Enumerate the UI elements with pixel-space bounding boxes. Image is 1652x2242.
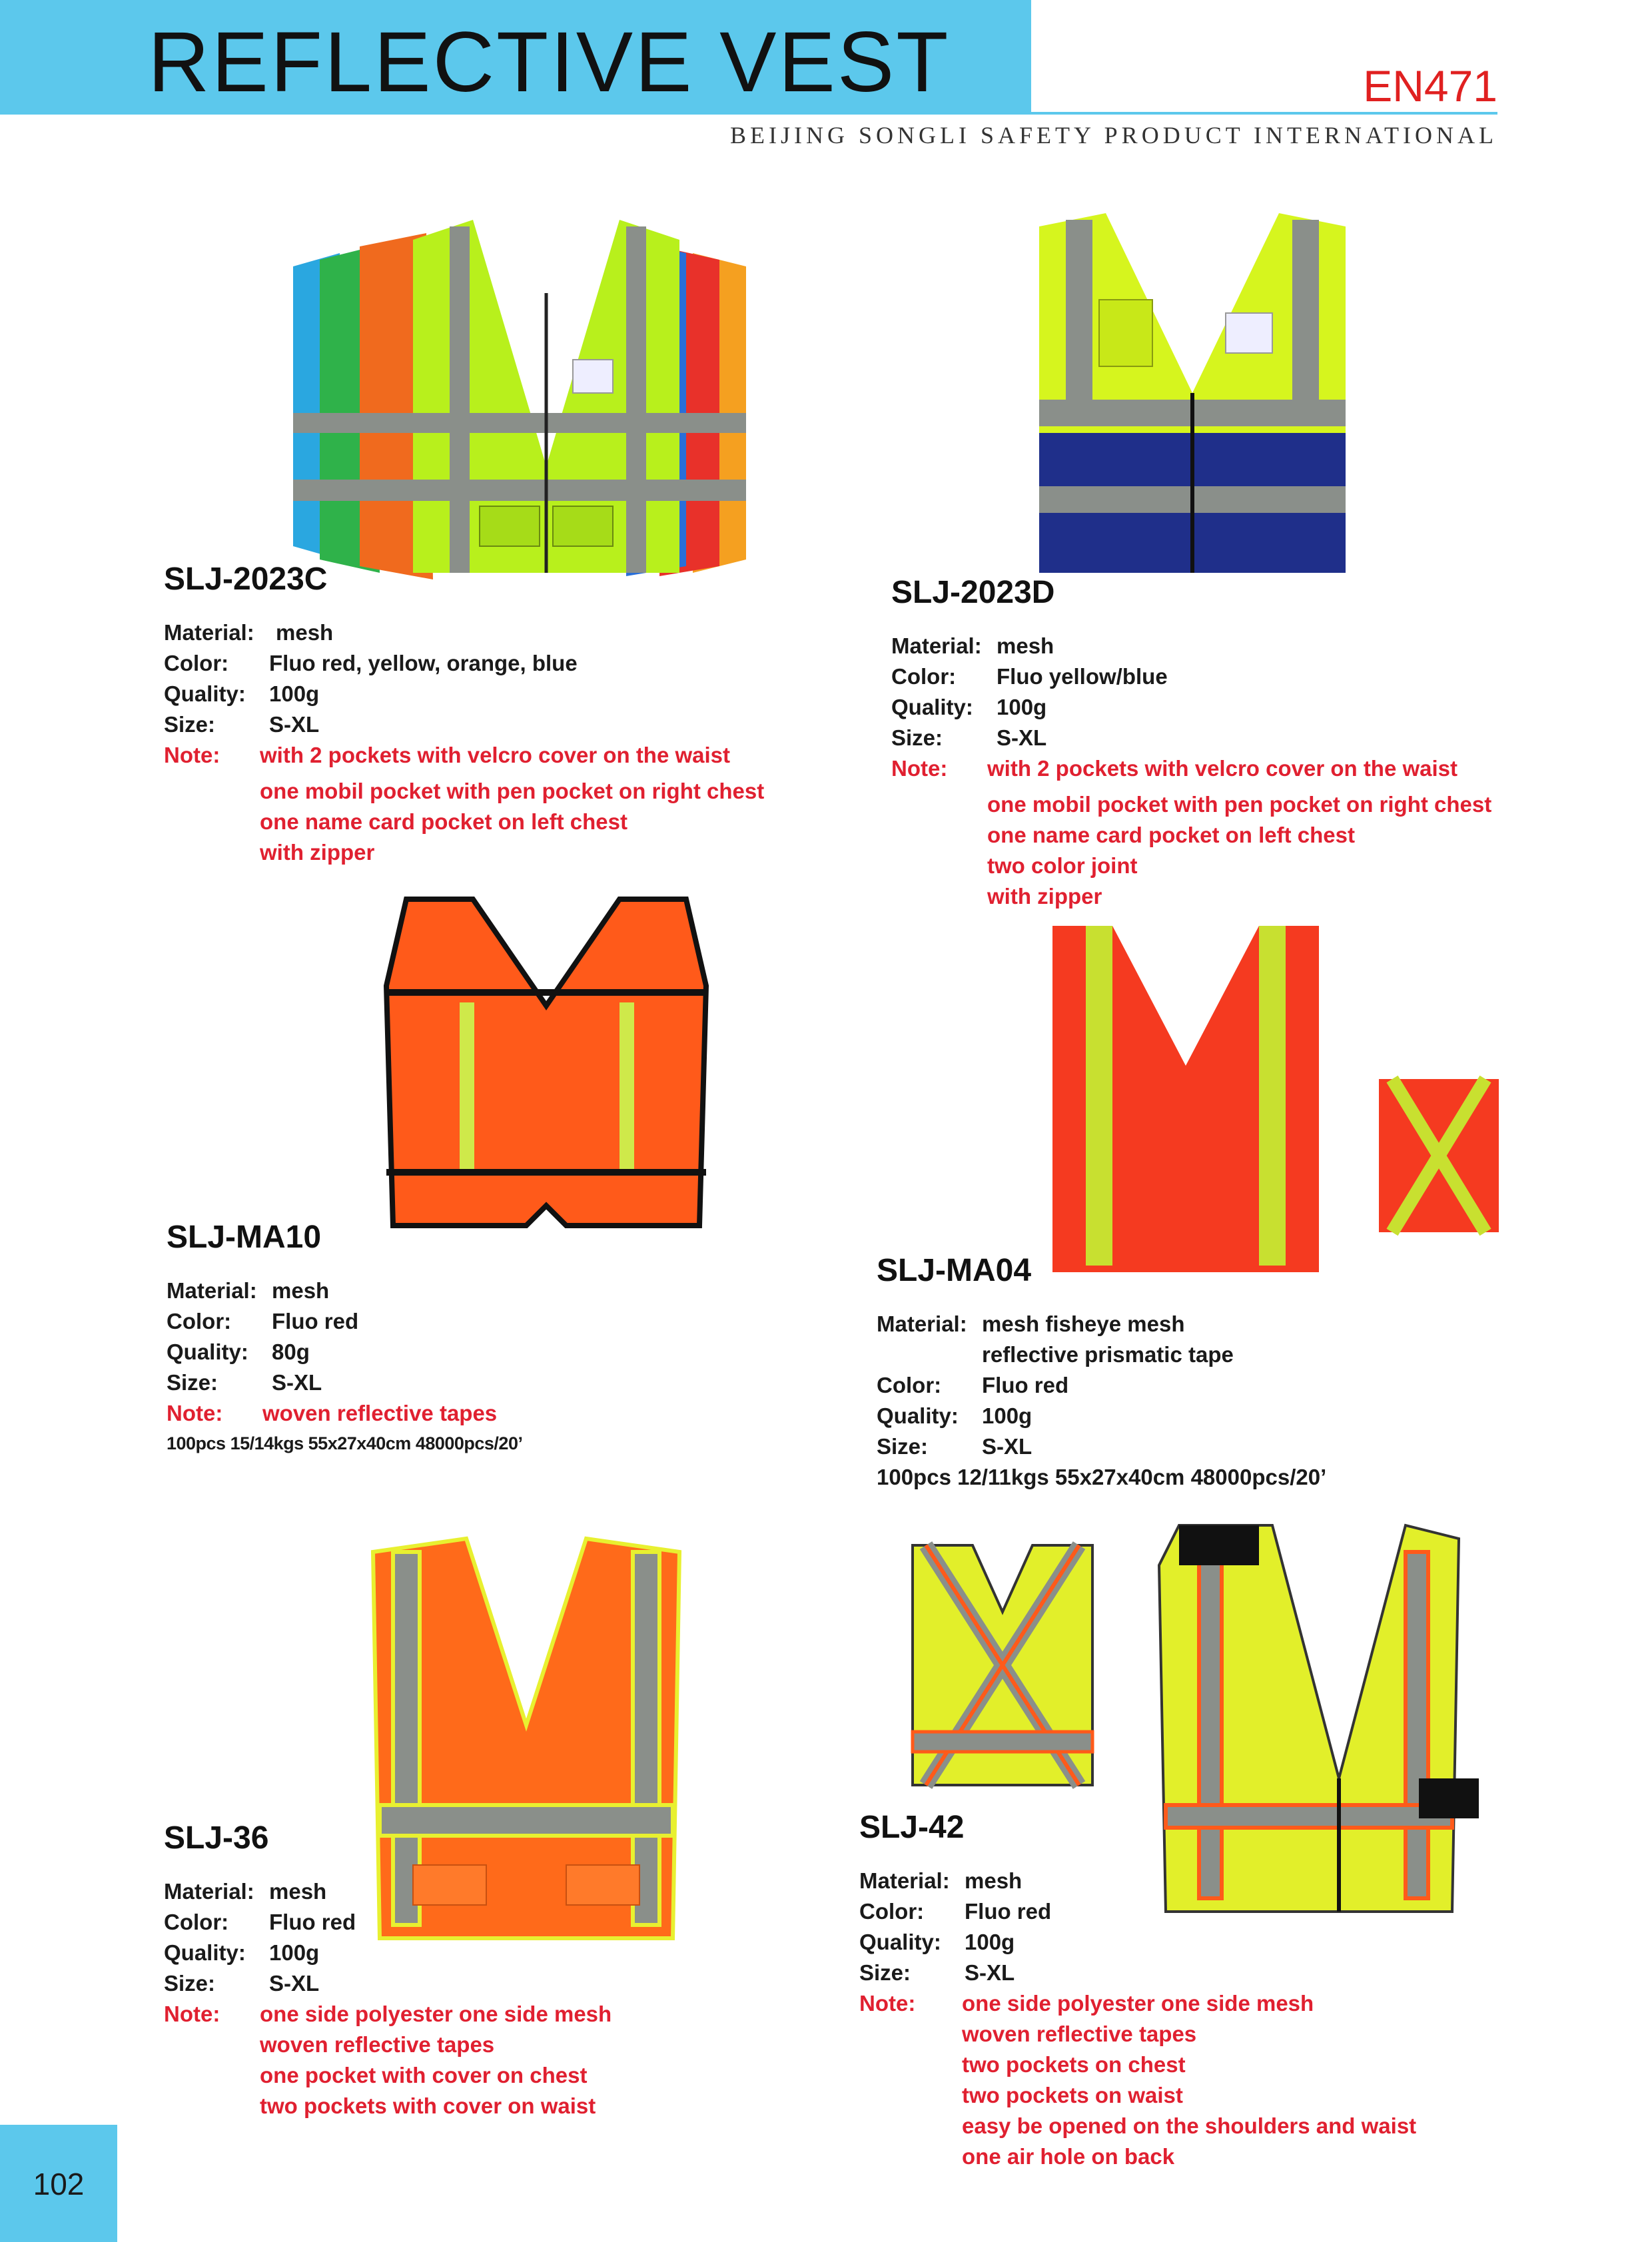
color-label: Color: — [164, 651, 229, 675]
size-value: S-XL — [982, 1434, 1032, 1459]
product-code: SLJ-36 — [164, 1820, 269, 1856]
vest-image-slj-ma04-back — [1372, 1072, 1505, 1239]
size-value: S-XL — [269, 1971, 320, 1996]
material-value: mesh fisheye mesh — [982, 1311, 1185, 1336]
size-value: S-XL — [272, 1370, 322, 1395]
vest-image-slj-2023d — [1026, 200, 1359, 586]
quality-label: Quality: — [859, 1930, 941, 1954]
size-row — [164, 1968, 612, 1999]
note-line: two color joint — [987, 853, 1138, 878]
material-row — [891, 631, 1491, 661]
note-line: with 2 pockets with velcro cover on the waist — [987, 756, 1458, 781]
size-row — [859, 1958, 1416, 1988]
quality-value: 80g — [272, 1339, 310, 1364]
note-label: Note: — [164, 743, 220, 767]
note-line: woven reflective tapes — [962, 2022, 1197, 2046]
material-value: mesh — [272, 1278, 330, 1303]
vest-image-slj-2023c — [280, 213, 813, 586]
material-row — [164, 617, 764, 648]
note-line: one name card pocket on left chest — [987, 823, 1355, 847]
note-line: one mobil pocket with pen pocket on right chest — [987, 792, 1492, 817]
packing-info: 100pcs 12/11kgs 55x27x40cm 48000pcs/20’ — [877, 1465, 1327, 1489]
note-line: two pockets with cover on waist — [260, 2093, 596, 2118]
color-row — [859, 1896, 1416, 1927]
quality-value: 100g — [982, 1403, 1032, 1428]
size-value: S-XL — [269, 712, 320, 737]
quality-label: Quality: — [164, 681, 246, 706]
size-label: Size: — [167, 1370, 218, 1395]
color-value: Fluo red, yellow, orange, blue — [269, 651, 578, 675]
quality-row — [167, 1337, 522, 1367]
note-label: Note: — [859, 1991, 916, 2016]
color-label: Color: — [891, 664, 957, 689]
color-label: Color: — [859, 1899, 925, 1924]
size-row — [891, 723, 1491, 753]
product-code: SLJ-42 — [859, 1810, 965, 1845]
header-rule — [1031, 112, 1497, 115]
note-row — [167, 1398, 522, 1429]
material-row — [164, 1876, 612, 1907]
color-value: Fluo yellow/blue — [997, 664, 1168, 689]
note-line: two pockets on chest — [962, 2052, 1186, 2077]
material-label: Material: — [891, 633, 982, 658]
material-value: mesh — [269, 1879, 327, 1904]
size-value: S-XL — [997, 725, 1047, 750]
product-slj-36 — [164, 1820, 612, 2121]
size-label: Size: — [877, 1434, 929, 1459]
material-value: mesh — [965, 1868, 1023, 1893]
vest-image-slj-ma04 — [1039, 913, 1332, 1286]
company-name: BEIJING SONGLI SAFETY PRODUCT INTERNATIONAL — [730, 122, 1497, 149]
note-line: with zipper — [987, 884, 1102, 909]
color-value: Fluo red — [272, 1309, 359, 1333]
material-row — [859, 1866, 1416, 1896]
color-value: Fluo red — [269, 1910, 356, 1934]
quality-row — [164, 679, 764, 709]
material-value: mesh — [997, 633, 1054, 658]
size-label: Size: — [164, 1971, 216, 1996]
note-row — [164, 740, 764, 771]
color-label: Color: — [877, 1373, 942, 1397]
note-line: one side polyester one side mesh — [260, 2002, 612, 2026]
note-label: Note: — [891, 756, 948, 781]
size-value: S-XL — [965, 1960, 1015, 1985]
note-line: with 2 pockets with velcro cover on the waist — [260, 743, 731, 767]
material-label: Material: — [164, 620, 254, 645]
vest-image-slj-ma10 — [373, 886, 719, 1246]
quality-label: Quality: — [167, 1339, 248, 1364]
standard-label: EN471 — [1363, 61, 1497, 111]
product-code: SLJ-2023C — [164, 561, 328, 597]
note-line: one air hole on back — [962, 2144, 1175, 2169]
color-row — [167, 1306, 522, 1337]
color-row — [164, 1907, 612, 1938]
note-row — [891, 753, 1491, 784]
color-row — [891, 661, 1491, 692]
color-value: Fluo red — [965, 1899, 1052, 1924]
note-line: one name card pocket on left chest — [260, 809, 627, 834]
quality-row — [859, 1927, 1416, 1958]
quality-row — [877, 1401, 1326, 1431]
material-label: Material: — [164, 1879, 254, 1904]
product-code: SLJ-2023D — [891, 575, 1055, 610]
note-line: woven reflective tapes — [262, 1401, 498, 1425]
product-slj-ma04 — [877, 1252, 1326, 1493]
material-value-2: reflective prismatic tape — [982, 1342, 1234, 1367]
note-row — [859, 1988, 1416, 2019]
color-label: Color: — [167, 1309, 232, 1333]
quality-value: 100g — [997, 695, 1047, 719]
product-slj-42 — [859, 1809, 1416, 2172]
quality-row — [891, 692, 1491, 723]
quality-label: Quality: — [877, 1403, 959, 1428]
color-value: Fluo red — [982, 1373, 1069, 1397]
quality-value: 100g — [269, 681, 320, 706]
color-row — [877, 1370, 1326, 1401]
quality-value: 100g — [965, 1930, 1015, 1954]
note-line: woven reflective tapes — [260, 2032, 495, 2057]
color-label: Color: — [164, 1910, 229, 1934]
note-line: one side polyester one side mesh — [962, 1991, 1314, 2016]
page-number: 102 — [33, 2167, 85, 2201]
quality-row — [164, 1938, 612, 1968]
material-row-2 — [877, 1339, 1326, 1370]
note-line: with zipper — [260, 840, 375, 865]
size-row — [167, 1367, 522, 1398]
product-slj-ma10 — [167, 1219, 522, 1458]
material-label: Material: — [859, 1868, 950, 1893]
size-row — [164, 709, 764, 740]
product-slj-2023c — [164, 561, 764, 868]
quality-label: Quality: — [891, 695, 973, 719]
material-label: Material: — [877, 1311, 967, 1336]
page-title: REFLECTIVE VEST — [148, 15, 951, 110]
material-row — [167, 1276, 522, 1306]
note-line: one pocket with cover on chest — [260, 2063, 588, 2087]
note-line: easy be opened on the shoulders and waist — [962, 2113, 1417, 2138]
material-row — [877, 1309, 1326, 1339]
material-label: Material: — [167, 1278, 257, 1303]
product-slj-2023d — [891, 574, 1491, 912]
size-label: Size: — [164, 712, 216, 737]
note-label: Note: — [164, 2002, 220, 2026]
note-label: Note: — [167, 1401, 223, 1425]
product-code: SLJ-MA10 — [167, 1220, 322, 1255]
material-value: mesh — [276, 620, 334, 645]
quality-value: 100g — [269, 1940, 320, 1965]
note-line: one mobil pocket with pen pocket on right chest — [260, 779, 765, 803]
color-row — [164, 648, 764, 679]
size-label: Size: — [859, 1960, 911, 1985]
product-code: SLJ-MA04 — [877, 1253, 1032, 1288]
note-line: two pockets on waist — [962, 2083, 1183, 2107]
size-row — [877, 1431, 1326, 1462]
note-row — [164, 1999, 612, 2030]
quality-label: Quality: — [164, 1940, 246, 1965]
packing-info: 100pcs 15/14kgs 55x27x40cm 48000pcs/20’ — [167, 1433, 523, 1453]
vest-image-slj-42-small — [899, 1532, 1106, 1798]
size-label: Size: — [891, 725, 943, 750]
